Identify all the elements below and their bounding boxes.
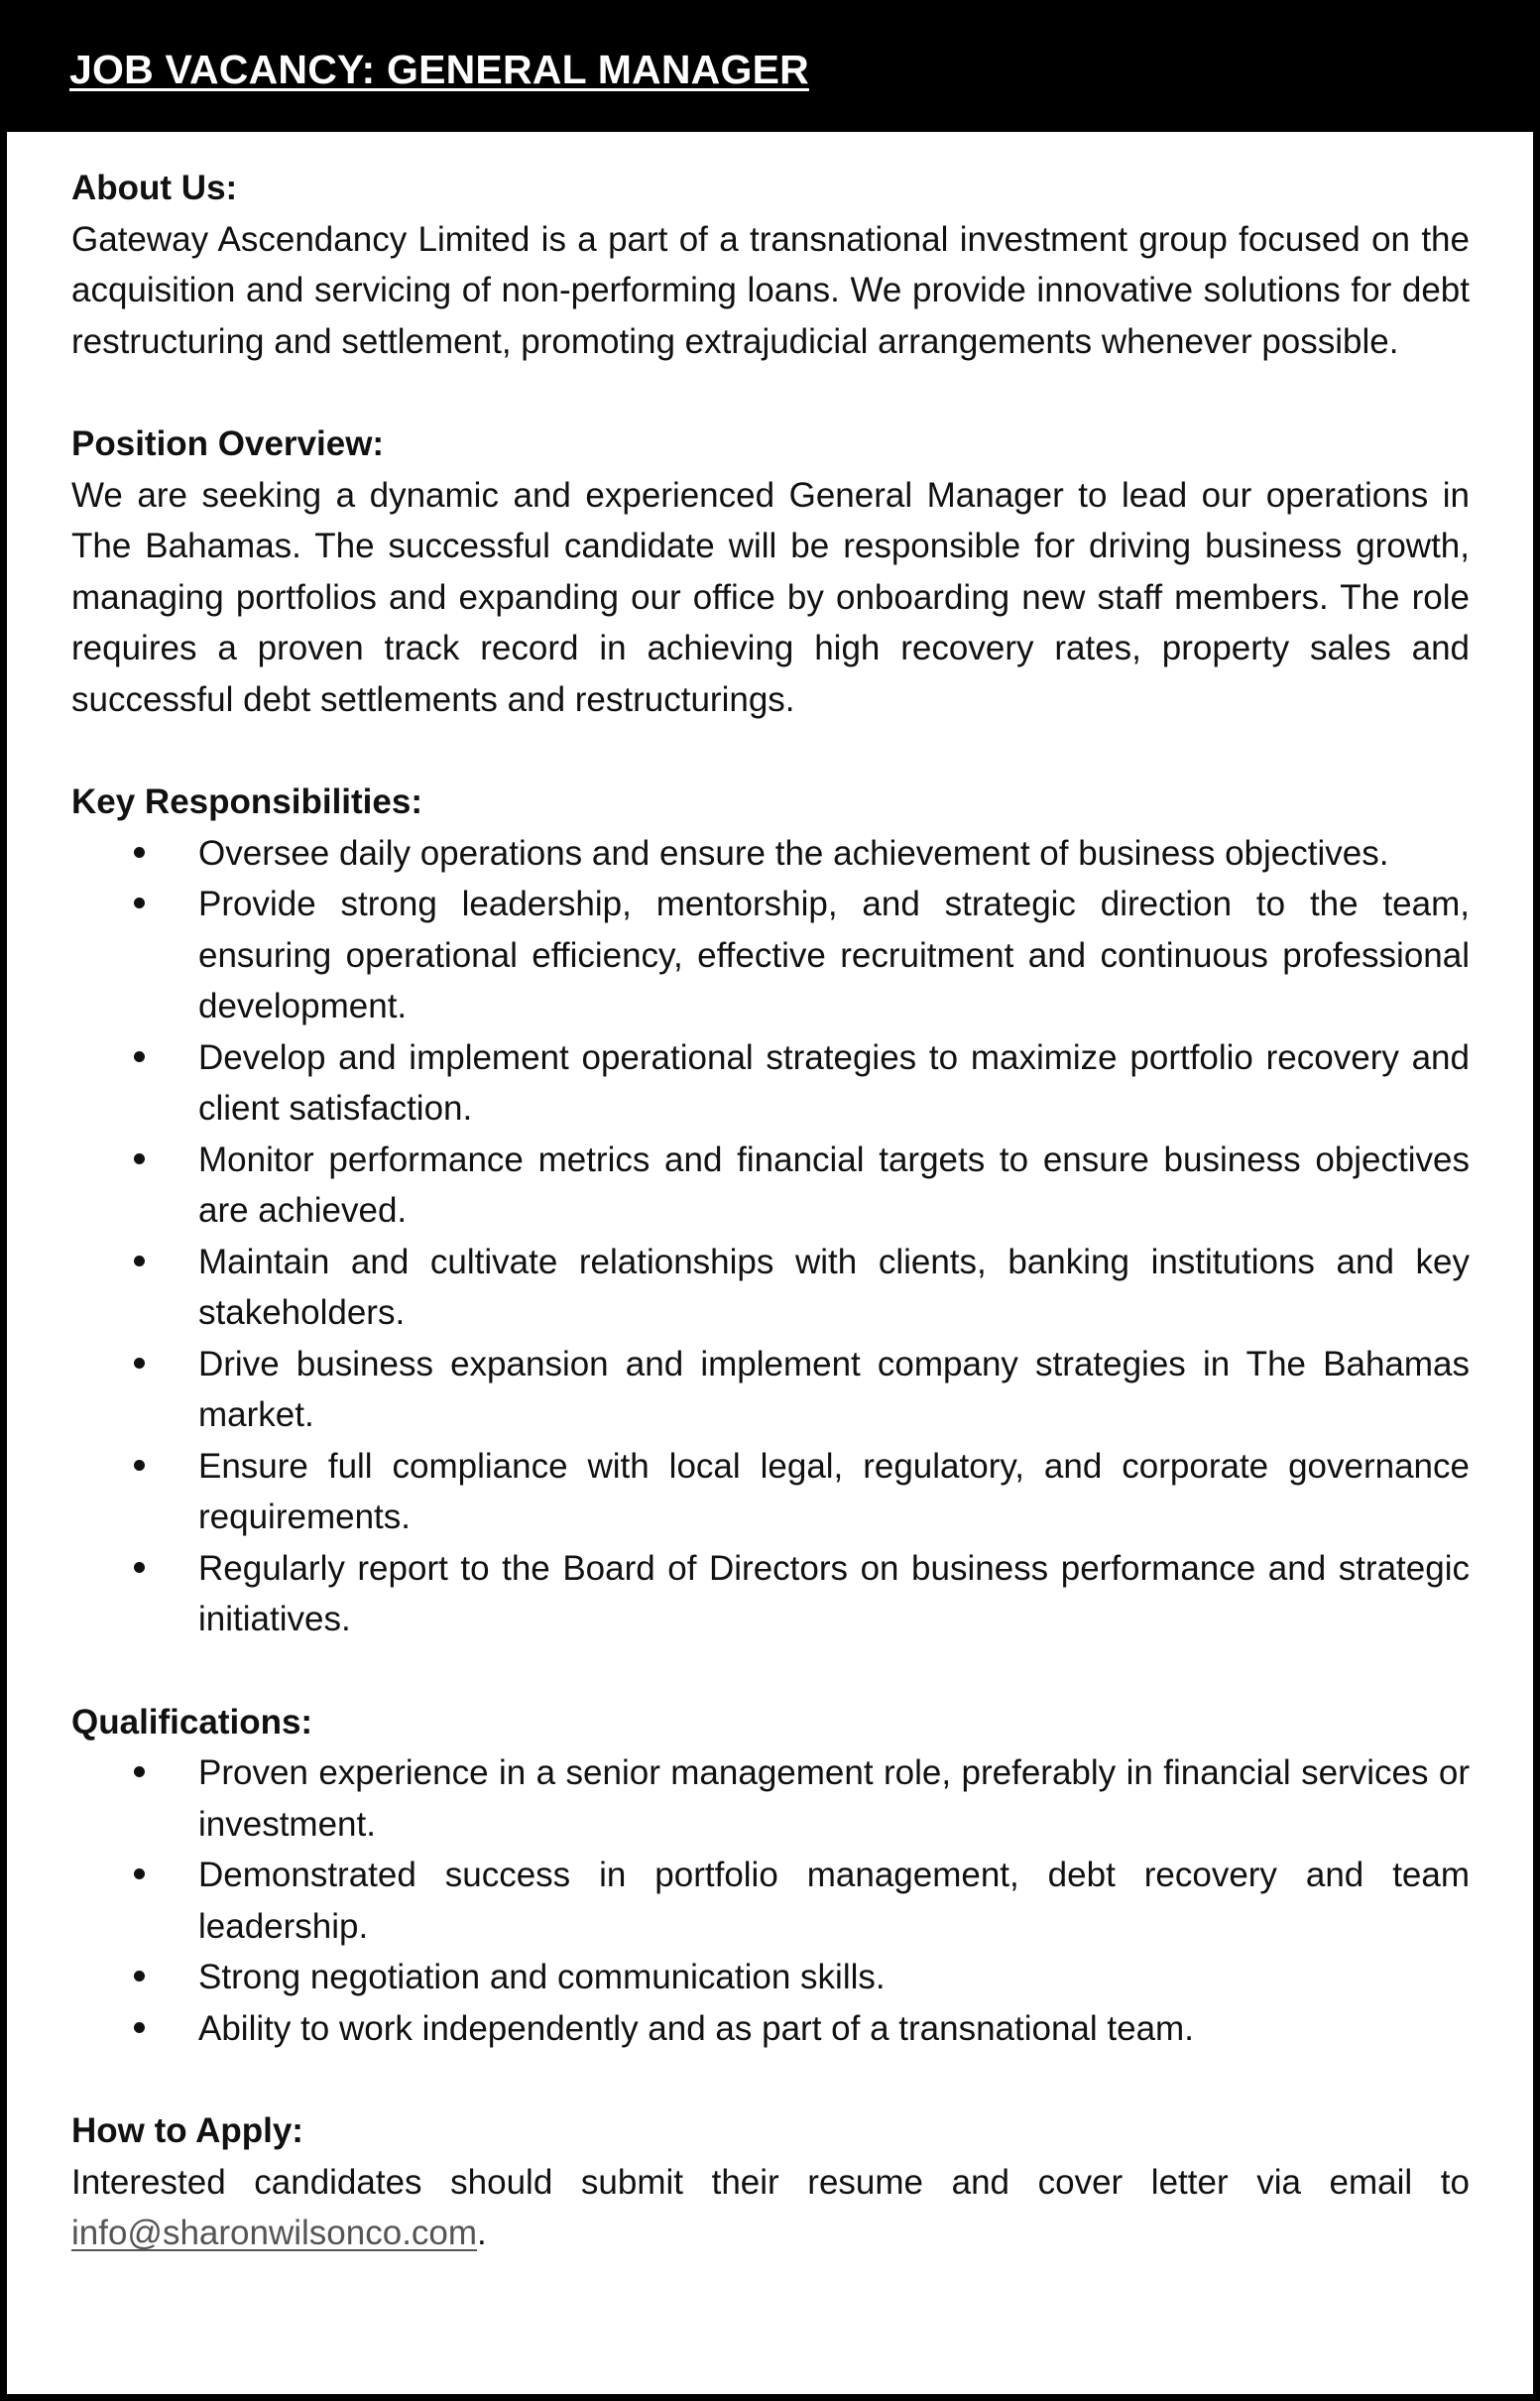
- responsibilities-section: [71, 777, 1470, 1645]
- list-item: [71, 1850, 1470, 1952]
- posting-content: [7, 132, 1533, 2259]
- list-item: [71, 1135, 1470, 1237]
- email-link[interactable]: info@sharonwilsonco.com: [71, 2214, 478, 2252]
- list-item-text: Ability to work independently and as part of a transnational team.: [198, 2008, 1194, 2048]
- list-item: [71, 2003, 1470, 2055]
- bullet-icon: [134, 1358, 145, 1369]
- page-title: JOB VACANCY: GENERAL MANAGER: [69, 47, 809, 92]
- list-item: [71, 1543, 1470, 1645]
- bullet-icon: [134, 1460, 145, 1471]
- bullet-icon: [134, 847, 145, 858]
- bullet-icon: [134, 1766, 145, 1777]
- bullet-icon: [134, 1562, 145, 1573]
- bullet-icon: [134, 1971, 145, 1981]
- list-item: [71, 1441, 1470, 1543]
- list-item-text: Strong negotiation and communication skills.: [198, 1958, 886, 1996]
- about-heading: About Us:: [71, 169, 238, 207]
- list-item-text: Monitor performance metrics and financial targets to ensure business objectives are achieved.: [198, 1140, 1470, 1230]
- about-section: [71, 163, 1470, 367]
- overview-heading: Position Overview:: [71, 424, 385, 463]
- bullet-icon: [134, 1051, 145, 1062]
- apply-section: [71, 2105, 1470, 2259]
- qualifications-heading: Qualifications:: [71, 1702, 313, 1741]
- apply-heading: How to Apply:: [71, 2111, 303, 2150]
- list-item-text: Maintain and cultivate relationships with clients, banking institutions and key stakeholders.: [198, 1242, 1470, 1332]
- list-item: [71, 1339, 1470, 1441]
- responsibilities-heading: Key Responsibilities:: [71, 782, 422, 821]
- bullet-icon: [134, 1153, 145, 1164]
- apply-end: .: [477, 2214, 487, 2252]
- apply-text-block: [71, 2157, 1470, 2259]
- list-item-text: Demonstrated success in portfolio management, debt recovery and team leadership.: [198, 1856, 1470, 1946]
- bullet-icon: [134, 898, 145, 908]
- bullet-icon: [134, 1256, 145, 1266]
- qualifications-section: [71, 1697, 1470, 2055]
- list-item-text: Drive business expansion and implement company strategies in The Bahamas market.: [198, 1344, 1470, 1434]
- bullet-icon: [134, 1868, 145, 1879]
- list-item-text: Oversee daily operations and ensure the achievement of business objectives.: [198, 833, 1389, 873]
- qualifications-list: [71, 1747, 1470, 2054]
- list-item: [71, 1747, 1470, 1850]
- list-item-text: Develop and implement operational strategies to maximize portfolio recovery and client satisfaction.: [198, 1037, 1470, 1128]
- list-item: [71, 1032, 1470, 1135]
- list-item: [71, 1952, 1470, 2003]
- about-text: Gateway Ascendancy Limited is a part of a transnational investment group focused on the acquisition and servicing of non-performing loans. We provide innovative solutions for debt restructuring and settlement, promoting extrajudicial arrangements whenever possible.: [71, 219, 1470, 361]
- list-item-text: Provide strong leadership, mentorship, and strategic direction to the team, ensuring operational efficiency, effective recruitment and continuous professional development.: [198, 885, 1470, 1025]
- list-item: [71, 828, 1470, 880]
- list-item: [71, 879, 1470, 1032]
- list-item-text: Ensure full compliance with local legal, regulatory, and corporate governance requirements.: [198, 1446, 1470, 1536]
- list-item: [71, 1237, 1470, 1339]
- apply-text: Interested candidates should submit their resume and cover letter via email to: [71, 2162, 1470, 2202]
- header-bar: [7, 7, 1533, 132]
- overview-text: We are seeking a dynamic and experienced General Manager to lead our operations in The Bahamas. The successful candidate will be responsible for driving business growth, managing portfolios and expanding our office by onboarding new staff members. The role requires a proven track record in achieving high recovery rates, property sales and successful debt settlements and restructurings.: [71, 475, 1470, 719]
- responsibilities-list: [71, 828, 1470, 1645]
- list-item-text: Regularly report to the Board of Directors on business performance and strategic initiatives.: [198, 1548, 1470, 1638]
- bullet-icon: [134, 2022, 145, 2033]
- list-item-text: Proven experience in a senior management role, preferably in financial services or investment.: [198, 1753, 1470, 1844]
- overview-section: [71, 419, 1470, 725]
